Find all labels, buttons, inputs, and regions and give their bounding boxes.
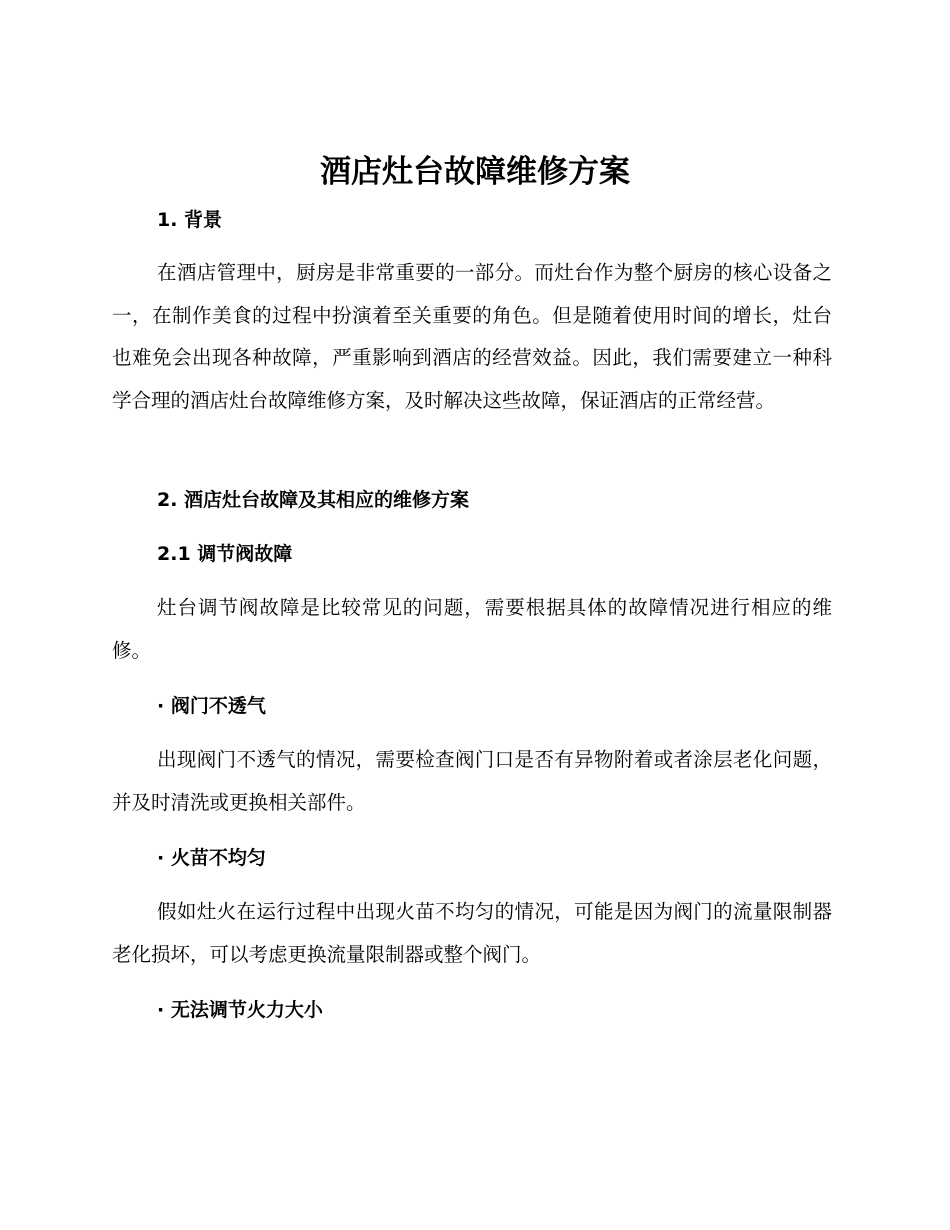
document-title: 酒店灶台故障维修方案	[320, 154, 630, 190]
paragraph-uneven-flame: 假如灶火在运行过程中出现火苗不均匀的情况，可能是因为阀门的流量限制器老化损坏，可以考虑更换流量限制器或整个阀门。	[112, 900, 832, 966]
bullet-heading-valve-airtight: · 阀门不透气	[157, 695, 266, 717]
section-heading-background: 1. 背景	[157, 209, 223, 231]
paragraph-background: 在酒店管理中，厨房是非常重要的一部分。而灶台作为整个厨房的核心设备之一，在制作美食的过程中扮演着至关重要的角色。但是随着使用时间的增长，灶台也难免会出现各种故障，严重影响到酒店的经营效益。因此，我们需要建立一种科学合理的酒店灶台故障维修方案，及时解决这些故障，保证酒店的正常经营。	[112, 261, 832, 413]
paragraph-valve-fault: 灶台调节阀故障是比较常见的问题，需要根据具体的故障情况进行相应的维修。	[112, 596, 832, 662]
bullet-heading-uneven-flame: · 火苗不均匀	[157, 847, 266, 869]
paragraph-valve-airtight: 出现阀门不透气的情况，需要检查阀门口是否有异物附着或者涂层老化问题，并及时清洗或更换相关部件。	[112, 748, 832, 814]
bullet-heading-heat-adjust: · 无法调节火力大小	[157, 999, 323, 1021]
section-heading-valve-fault: 2.1 调节阀故障	[157, 543, 293, 565]
section-heading-faults: 2. 酒店灶台故障及其相应的维修方案	[157, 489, 470, 511]
